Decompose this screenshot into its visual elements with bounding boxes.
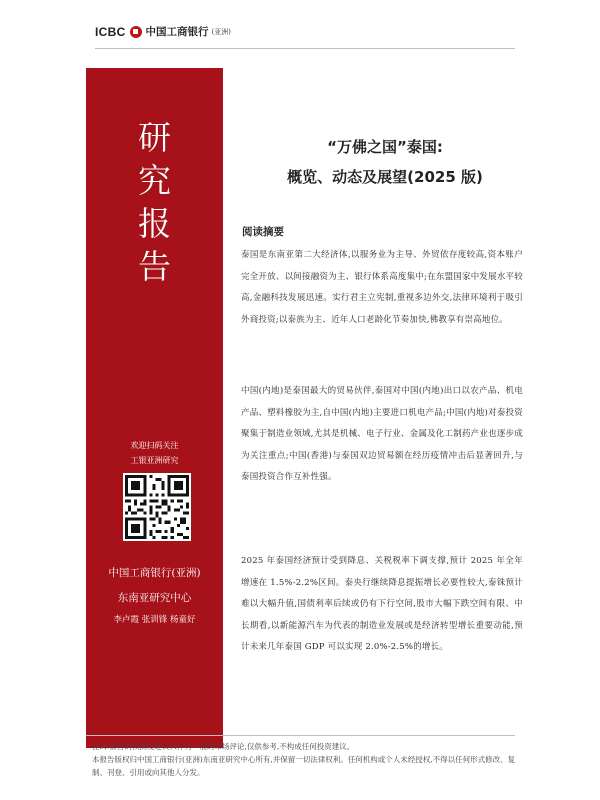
logo-en-text: ICBC (95, 24, 126, 39)
abstract-paragraph: 泰国是东南亚第二大经济体,以服务业为主导、外贸依存度较高,资本账户完全开放、以间接融资为主、银行体系高度集中;在东盟国家中发展水平较高,金融科技发展迅速。实行君主立宪制,重视多边外交,法律环境利于吸引外商投资;以泰族为主、近年人口老龄化节奏加快,佛教享有崇高地位。 (241, 250, 523, 325)
report-title-line2: 概览、动态及展望(2025 版) (287, 168, 483, 186)
scan-note (86, 438, 223, 468)
logo-cn-text: 中国工商银行 (145, 26, 209, 38)
org-name: 中国工商银行(亚洲) (108, 567, 201, 579)
icbc-logo-icon (130, 26, 142, 38)
report-type-char: 报 (138, 204, 171, 243)
logo-sub-text: (亚洲) (211, 27, 232, 36)
abstract-paragraph: 中国(内地)是泰国最大的贸易伙伴,泰国对中国(内地)出口以农产品、机电产品、塑料橡胶为主,自中国(内地)主要进口机电产品;中国(内地)对泰投资聚集于制造业领域,尤其是机械、电子行业、金属及化工制药产业也逐步成为关注重点;中国(香港)与泰国双边贸易额在经历疫情冲击后显著回升,与泰国投资合作互补性强。 (241, 386, 523, 482)
report-type-label (86, 116, 223, 288)
scan-note-line: 欢迎扫码关注 (130, 441, 179, 450)
qr-code-icon[interactable] (123, 473, 191, 541)
icbc-logo (95, 24, 231, 39)
abstract-heading: 阅读摘要 (242, 226, 284, 238)
org-department: 东南亚研究中心 (117, 592, 192, 604)
header-divider (95, 48, 515, 49)
report-type-char: 告 (138, 247, 171, 286)
disclaimer-note: 注:本报告的预测及建议只作为一般的市场评论,仅供参考,不构成任何投资建议。 (92, 742, 355, 751)
author-list: 李卢霞 张训锋 杨童好 (113, 615, 196, 625)
scan-note-line: 工银亚洲研究 (130, 456, 179, 465)
page-header (0, 0, 600, 55)
sidebar-panel (86, 68, 223, 748)
footer-divider (86, 735, 515, 736)
report-type-char: 究 (138, 161, 171, 200)
report-type-char: 研 (138, 118, 171, 157)
report-title-line1: “万佛之国”泰国: (327, 138, 443, 156)
copyright-note: 本报告版权归中国工商银行(亚洲)东南亚研究中心所有,并保留一切法律权利。任何机构或个人未经授权,不得以任何形式修改、复制、刊登、引用或向其他人分发。 (92, 755, 516, 777)
abstract-paragraph: 2025 年泰国经济预计受到降息、关税税率下调支撑,预计 2025 年全年增速在 1.5%-2.2%区间。泰央行继续降息提振增长必要性较大,泰铢预计难以大幅升值,国债利率后续或仍有下行空间,股市大幅下跌空间有限、中长期看,以新能源汽车为代表的制造业发展或是经济转型增长重要动能,预计未来几年泰国 GDP 可以实现 2.0%-2.5%的增长。 (241, 556, 523, 652)
